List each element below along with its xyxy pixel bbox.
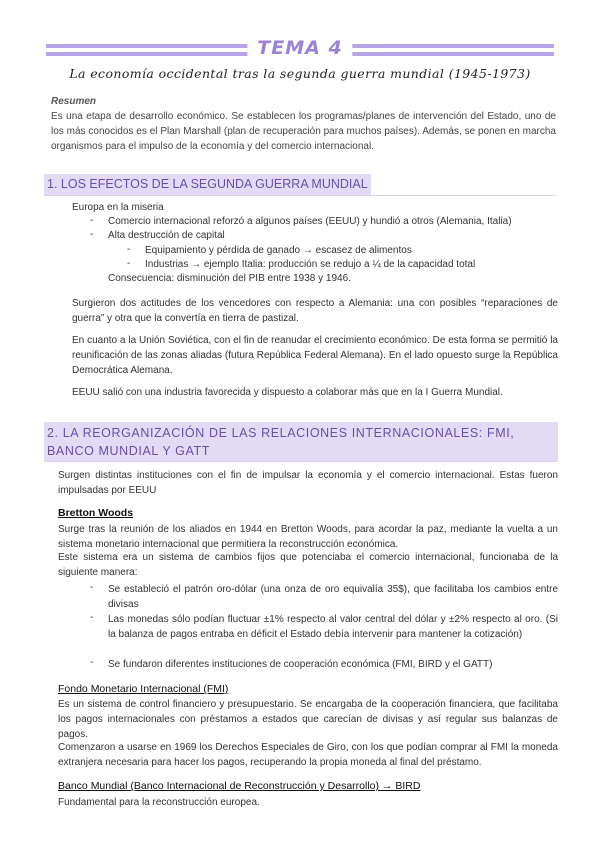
section-2-intro: Surgen distintas instituciones con el fin de impulsar la economía y el comercio internacional. Estas fueron impulsadas por EEUU [58, 470, 558, 496]
bretton-woods-heading: Bretton Woods [58, 507, 134, 519]
bullet-dash: - [127, 258, 131, 269]
sub-list-item: Equipamiento y pérdida de ganado → escasez de alimentos [145, 245, 412, 256]
consecuencia-text: Consecuencia: disminución del PIB entre 1938 y 1946. [108, 273, 351, 284]
paragraph: Comenzaron a usarse en 1969 los Derechos Especiales de Giro, con los que podían comprar al FMI la moneda extranjera necesaria para hacer los pagos, recuperando la propia moneda al final del préstamo. [58, 742, 558, 768]
list-item: Se estableció el patrón oro-dólar (una onza de oro equivalía 35$), que facilitaba los cambios entre divisas [108, 584, 558, 610]
section-2-heading: 2. LA REORGANIZACIÓN DE LAS RELACIONES INTERNACIONALES: FMI, BANCO MUNDIAL Y GATT [44, 422, 558, 462]
list-item: Comercio internacional reforzó a algunos países (EEUU) y hundió a otros (Alemania, Italia) [108, 216, 512, 227]
title-band [46, 37, 554, 60]
paragraph: Surgieron dos actitudes de los vencedores con respecto a Alemania: una con posibles “reparaciones de guerra” y otra que la convertía en tierra de pastizal. [72, 298, 558, 324]
europa-label: Europa en la miseria [72, 202, 164, 213]
list-item: Se fundaron diferentes instituciones de cooperación económica (FMI, BIRD y el GATT) [108, 659, 493, 670]
list-item: Alta destrucción de capital [108, 230, 225, 241]
document-subtitle: La economía occidental tras la segunda guerra mundial (1945-1973) [69, 66, 531, 81]
bullet-dash: - [90, 612, 94, 623]
bullet-dash: - [127, 244, 131, 255]
paragraph: Es un sistema de control financiero y presupuestario. Se encargaba de la cooperación financiera, que facilitaba los pagos internacionales con préstamos a estados que carecían de divisas y así regular sus balanzas de pagos. [58, 699, 558, 740]
fmi-heading: Fondo Monetario Internacional (FMI) [58, 683, 229, 695]
section-2-rule [44, 461, 556, 462]
bullet-dash: - [90, 657, 94, 668]
tema-title: TEMA 4 [247, 37, 352, 59]
banco-mundial-heading: Banco Mundial (Banco Internacional de Reconstrucción y Desarrollo) → BIRD [58, 780, 421, 792]
paragraph: Surge tras la reunión de los aliados en 1944 en Bretton Woods, para acordar la paz, mediante la vuelta a un sistema monetario internacional que permitiera la reconstrucción económica. [58, 524, 558, 550]
paragraph: Fundamental para la reconstrucción europea. [58, 797, 260, 808]
bullet-dash: - [90, 215, 94, 226]
resumen-text: Es una etapa de desarrollo económico. Se establecen los programas/planes de intervención del Estado, uno de los más conocidos es el Plan Marshall (plan de recuperación para muchos países). Además, se ponen en marcha organismos para el impulso de la economía y del comercio internacional. [51, 111, 556, 152]
bullet-dash: - [90, 582, 94, 593]
section-1-rule [44, 195, 556, 196]
sub-list-item: Industrias → ejemplo Italia: producción se redujo a ¼ de la capacidad total [145, 259, 476, 270]
list-item: Las monedas sólo podían fluctuar ±1% respecto al valor central del dólar y ±2% respecto al oro. (Si la balanza de pagos entraba en déficit el Estado debía intervenir para mantener la cotización) [108, 614, 558, 640]
section-1-heading: 1. LOS EFECTOS DE LA SEGUNDA GUERRA MUNDIAL [44, 174, 371, 195]
paragraph: En cuanto a la Unión Soviética, con el fin de reanudar el crecimiento económico. De esta forma se permitió la reunificación de las zonas aliadas (futura República Federal Alemana). En el lado opuesto surge la República Democrática Alemana. [72, 335, 558, 376]
paragraph: EEUU salió con una industria favorecida y dispuesto a colaborar más que en la I Guerra Mundial. [72, 387, 503, 398]
paragraph: Este sistema era un sistema de cambios fijos que potenciaba el comercio internacional, funcionaba de la siguiente manera: [58, 552, 558, 578]
bullet-dash: - [90, 229, 94, 240]
resumen-label: Resumen [51, 96, 97, 107]
